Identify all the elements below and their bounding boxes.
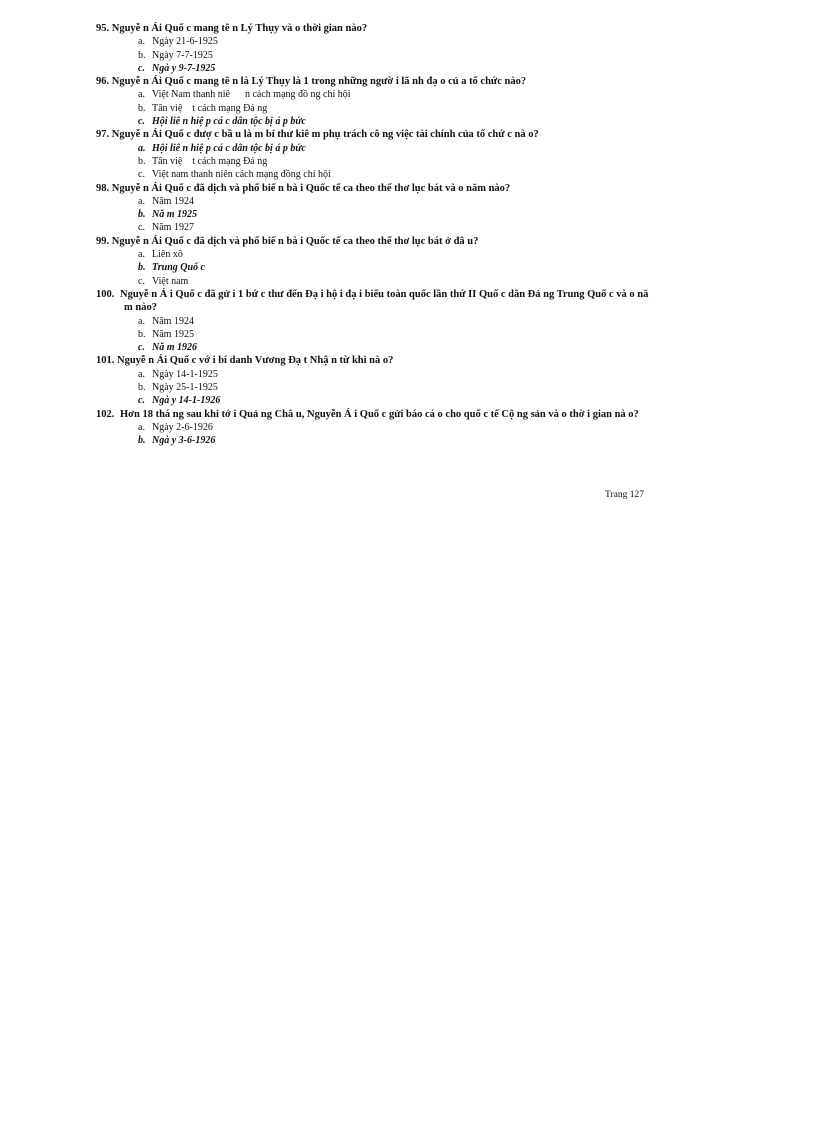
question-number: 98. — [96, 182, 110, 194]
option-letter: c. — [138, 222, 145, 234]
question-96 — [96, 75, 656, 88]
option-text: Ngày 2-6-1926 — [152, 421, 213, 433]
correct-answer-option — [96, 434, 656, 447]
option-text: Liên xô — [152, 249, 183, 261]
option-text: Tân việ t cách mạng Đả ng — [152, 155, 268, 167]
answer-option — [96, 315, 656, 328]
option-text: Ngày 21-6-1925 — [152, 36, 218, 48]
answer-option — [96, 381, 656, 394]
option-letter: a. — [138, 195, 145, 207]
option-letter: b. — [138, 382, 146, 394]
option-letter: a. — [138, 368, 145, 380]
correct-answer-option — [96, 115, 656, 128]
question-101 — [96, 354, 656, 367]
question-text: Nguyễ n Ái Quố c đượ c bầ u là m bí thư kiê m phụ trách cô ng việc tài chính của tổ chứ c nà o? — [111, 129, 539, 141]
option-letter: a. — [138, 249, 145, 261]
option-letter: a. — [138, 315, 145, 327]
question-97 — [96, 128, 656, 141]
option-text: Ngà y 3-6-1926 — [152, 435, 216, 447]
option-text: Năm 1924 — [152, 315, 194, 327]
correct-answer-option — [96, 62, 656, 75]
option-text: Ngày 7-7-1925 — [152, 49, 213, 61]
option-letter: c. — [138, 275, 145, 287]
option-letter: b. — [138, 328, 146, 340]
question-text: Nguyễ n Ái Quố c mang tê n là Lý Thụy là 1 trong những ngườ i lã nh đạ o củ a tổ chức nào? — [111, 76, 527, 88]
question-number: 99. — [96, 235, 110, 247]
question-number: 96. — [96, 76, 110, 88]
question-98 — [96, 182, 656, 195]
answer-option — [96, 328, 656, 341]
correct-answer-option — [96, 142, 656, 155]
option-letter: a. — [138, 421, 145, 433]
answer-option — [96, 195, 656, 208]
answer-option — [96, 102, 656, 115]
question-text: Nguyễ n Ái Quố c đã dịch và phổ biế n bà i Quốc tế ca theo thể thơ lục bát ở đâ u? — [111, 235, 479, 247]
option-text: Hội liê n hiệ p cá c dân tộc bị á p bức — [152, 116, 306, 128]
option-text: Việt nam — [152, 275, 189, 287]
page-number: Trang 127 — [605, 490, 644, 500]
option-letter: b. — [138, 102, 146, 114]
option-text: Việt Nam thanh niê n cách mạng đồ ng chí hội — [152, 89, 351, 101]
question-99 — [96, 235, 656, 248]
option-text: Ngà y 9-7-1925 — [152, 62, 216, 74]
question-number: 100. — [96, 288, 115, 300]
option-text: Trung Quố c — [152, 262, 205, 274]
option-letter: b. — [138, 155, 146, 167]
option-text: Ngày 25-1-1925 — [152, 382, 218, 394]
option-letter: b. — [138, 209, 146, 221]
option-text: Năm 1925 — [152, 328, 194, 340]
answer-option — [96, 248, 656, 261]
question-text: Nguyễ n Ái Quố c đã dịch và phổ biế n bà i Quốc tế ca theo thể thơ lục bát và o năm nào? — [111, 182, 511, 194]
question-95 — [96, 22, 656, 35]
answer-option — [96, 275, 656, 288]
option-letter: c. — [138, 62, 145, 74]
option-letter: b. — [138, 49, 146, 61]
option-letter: c. — [138, 169, 145, 181]
question-number: 102. — [96, 408, 115, 420]
answer-option — [96, 155, 656, 168]
answer-option — [96, 421, 656, 434]
correct-answer-option — [96, 208, 656, 221]
question-102 — [96, 408, 656, 421]
option-text: Ngày 14-1-1925 — [152, 368, 218, 380]
answer-option — [96, 221, 656, 234]
option-text: Nă m 1926 — [152, 342, 197, 354]
option-letter: a. — [138, 36, 145, 48]
question-text: Hơn 18 thá ng sau khi tớ i Quả ng Châ u, Nguyễn Á i Quố c gửi báo cá o cho quố c tế Cộ ng sản và o thờ i gian nà o? — [120, 408, 639, 420]
option-text: Tân việ t cách mạng Đả ng — [152, 102, 268, 114]
question-text: Nguyễ n Á i Quố c đã gử i 1 bứ c thư đến Đạ i hộ i đạ i biểu toàn quốc lần thứ II Quố c dân Đả ng Trung Quố c và o nă m nào? — [120, 288, 649, 314]
option-letter: c. — [138, 116, 145, 128]
option-text: Năm 1927 — [152, 222, 194, 234]
option-text: Nă m 1925 — [152, 209, 197, 221]
answer-option — [96, 49, 656, 62]
question-text: Nguyễ n Ái Quố c vớ i bí danh Vương Đạ t Nhậ n từ khi nà o? — [117, 355, 394, 367]
correct-answer-option — [96, 394, 656, 407]
option-letter: a. — [138, 89, 145, 101]
question-number: 97. — [96, 129, 110, 141]
option-letter: c. — [138, 342, 145, 354]
question-100 — [96, 288, 656, 315]
answer-option — [96, 35, 656, 48]
answer-option — [96, 88, 656, 101]
option-text: Năm 1924 — [152, 195, 194, 207]
option-text: Hội liê n hiệ p cá c dân tộc bị á p bức — [152, 142, 306, 154]
answer-option — [96, 368, 656, 381]
option-text: Ngà y 14-1-1926 — [152, 395, 221, 407]
question-text: Nguyễ n Ái Quố c mang tê n Lý Thụy và o thời gian nào? — [111, 23, 368, 34]
correct-answer-option — [96, 341, 656, 354]
option-letter: b. — [138, 435, 146, 447]
question-number: 101. — [96, 355, 115, 367]
correct-answer-option — [96, 261, 656, 274]
question-list — [96, 22, 656, 448]
option-letter: a. — [138, 142, 146, 154]
option-letter: c. — [138, 395, 145, 407]
question-number: 95. — [96, 23, 110, 34]
answer-option — [96, 168, 656, 181]
option-text: Việt nam thanh niên cách mạng đồng chí hội — [152, 169, 331, 181]
option-letter: b. — [138, 262, 146, 274]
